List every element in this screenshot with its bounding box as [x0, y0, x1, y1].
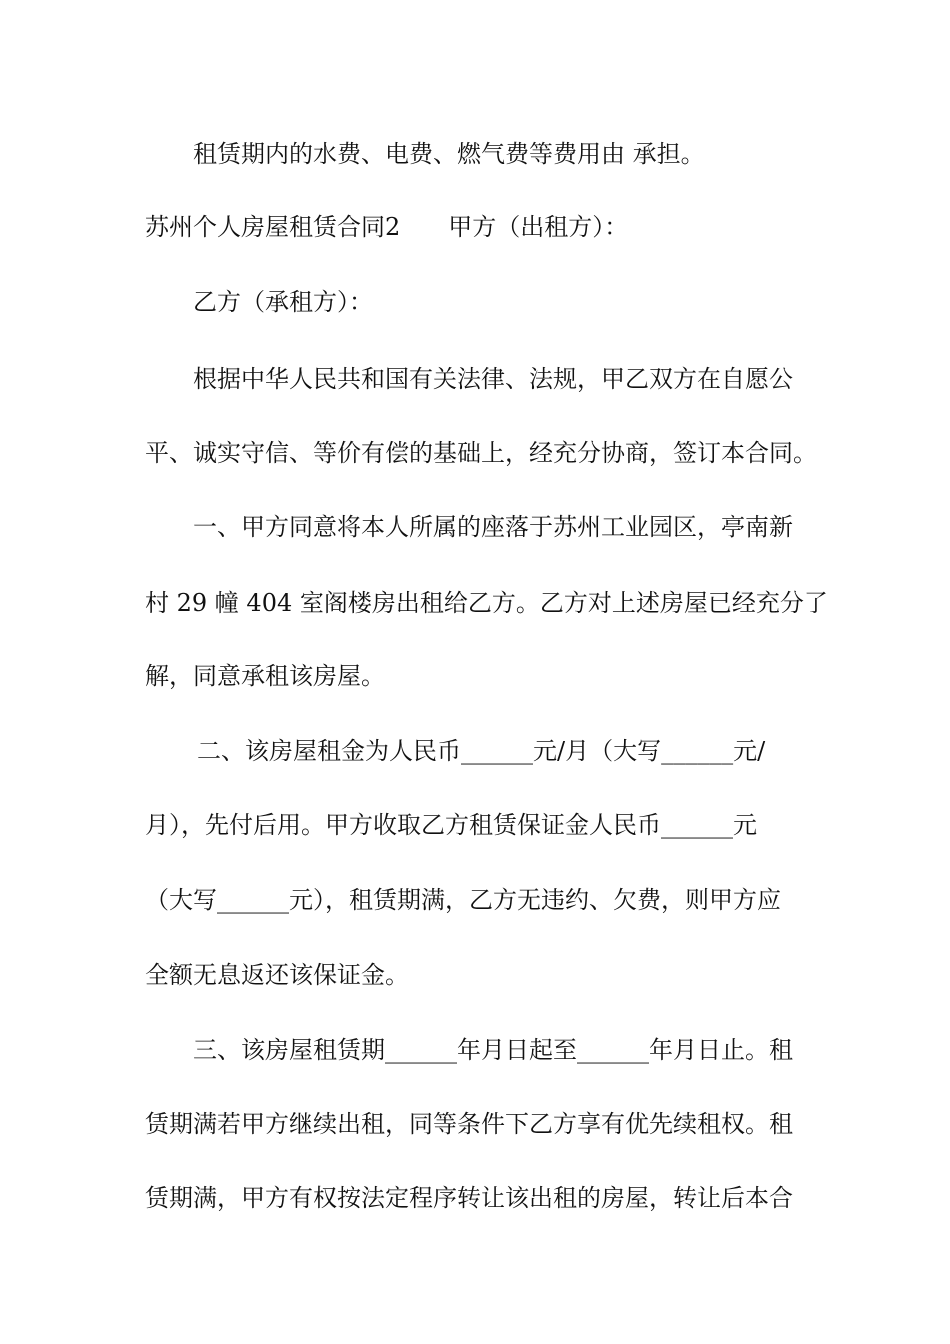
- clause-1-line-3: 解，同意承租该房屋。: [145, 662, 385, 690]
- clause-3-line-3: 赁期满，甲方有权按法定程序转让该出租的房屋，转让后本合: [145, 1184, 793, 1212]
- clause-1-line-1: 一、甲方同意将本人所属的座落于苏州工业园区，亭南新: [193, 513, 793, 541]
- party-b-line: 乙方（承租方）：: [193, 288, 373, 316]
- contract-title-party-a: 苏州个人房屋租赁合同2 甲方（出租方）：: [145, 213, 629, 241]
- clause-3-line-2: 赁期满若甲方继续出租，同等条件下乙方享有优先续租权。租: [145, 1110, 793, 1138]
- paragraph-utilities: 租赁期内的水费、电费、燃气费等费用由 承担。: [193, 140, 705, 168]
- clause-2-line-3: （大写______元），租赁期满，乙方无违约、欠费，则甲方应: [145, 886, 781, 914]
- clause-2-line-1: 二、该房屋租金为人民币______元/月（大写______元/: [197, 737, 766, 765]
- paragraph-preamble-line-2: 平、诚实守信、等价有偿的基础上，经充分协商，签订本合同。: [145, 439, 817, 467]
- clause-1-line-2: 村 29 幢 404 室阁楼房出租给乙方。乙方对上述房屋已经充分了: [145, 589, 828, 617]
- clause-2-line-2: 月），先付后用。甲方收取乙方租赁保证金人民币______元: [145, 811, 757, 839]
- clause-2-line-4: 全额无息返还该保证金。: [145, 961, 409, 989]
- clause-3-line-1: 三、该房屋租赁期______年月日起至______年月日止。租: [193, 1036, 793, 1064]
- paragraph-preamble-line-1: 根据中华人民共和国有关法律、法规，甲乙双方在自愿公: [193, 365, 793, 393]
